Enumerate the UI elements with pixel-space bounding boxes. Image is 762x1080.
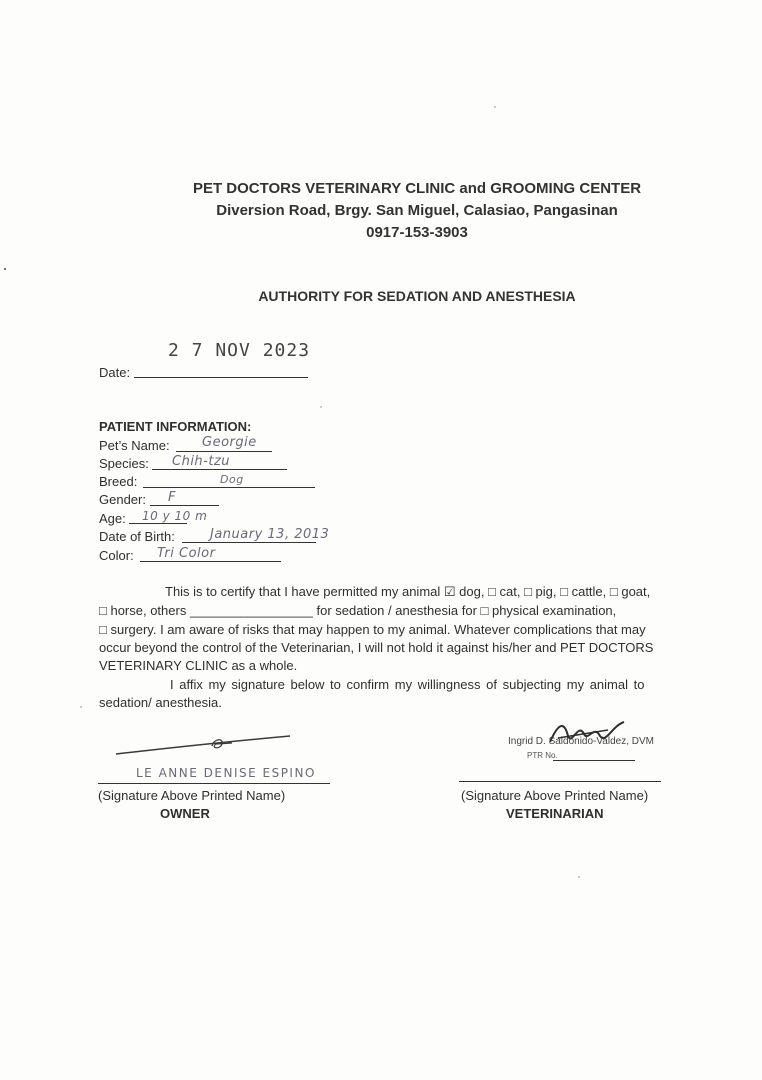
age-label: Age:: [99, 511, 126, 526]
consent-line-5: VETERINARY CLINIC as a whole.: [99, 658, 298, 673]
dob-label: Date of Birth:: [99, 529, 175, 544]
scan-speck: [494, 106, 496, 108]
vet-role: VETERINARIAN: [506, 806, 604, 821]
owner-role: OWNER: [160, 806, 210, 821]
date-label: Date:: [99, 365, 131, 380]
gender-label: Gender:: [99, 492, 146, 507]
owner-caption: (Signature Above Printed Name): [98, 788, 286, 803]
consent-line-3: □ surgery. I am aware of risks that may happen to my animal. Whatever complications that may: [99, 622, 646, 637]
owner-printed-name: LE ANNE DENISE ESPINO: [136, 766, 316, 780]
vet-signature-line: [459, 781, 661, 782]
gender-value: F: [168, 490, 176, 505]
scan-speck: [320, 406, 322, 408]
vet-stamp-name: Ingrid D. Saldonido-Valdez, DVM: [508, 736, 654, 747]
vet-stamp-prc: PTR No.: [527, 751, 558, 760]
consent-line-4: occur beyond the control of the Veterinarian, I will not hold it against his/her and PET DOCTORS: [99, 640, 654, 655]
consent-line-1: This is to certify that I have permitted my animal ☑ dog, □ cat, □ pig, □ cattle, □ goat,: [165, 584, 651, 599]
clinic-address: Diversion Road, Brgy. San Miguel, Calasiao, Pangasinan: [216, 202, 618, 219]
age-line: [129, 523, 187, 524]
gender-line: [150, 505, 219, 506]
pet-name-label: Pet’s Name:: [99, 438, 170, 453]
breed-label: Breed:: [99, 474, 138, 489]
owner-signature-line: [98, 783, 330, 784]
scan-speck: [4, 268, 6, 270]
clinic-name: PET DOCTORS VETERINARY CLINIC and GROOMING CENTER: [192, 180, 642, 197]
breed-line: [143, 487, 315, 488]
affix-line-2: sedation/ anesthesia.: [99, 695, 222, 710]
pet-name-value: Georgie: [202, 435, 257, 450]
species-label: Species:: [99, 456, 149, 471]
breed-value: Dog: [220, 473, 244, 486]
dob-line: [182, 542, 316, 543]
vet-signature: [548, 716, 628, 750]
clinic-phone: 0917-153-3903: [366, 224, 468, 241]
color-label: Color:: [99, 548, 134, 563]
vet-caption: (Signature Above Printed Name): [461, 788, 649, 803]
dob-value: January 13, 2013: [210, 527, 330, 542]
scan-speck: [80, 706, 82, 708]
patient-info-heading: PATIENT INFORMATION:: [99, 419, 252, 434]
scan-speck: [578, 876, 580, 878]
owner-signature: [112, 726, 297, 758]
date-stamp: 2 7 NOV 2023: [168, 340, 311, 361]
species-value: Chih-tzu: [172, 454, 231, 469]
consent-line-2: □ horse, others _________________ for sedation / anesthesia for □ physical examination,: [99, 603, 617, 618]
vet-prc-line: [553, 760, 635, 761]
affix-line-1: I affix my signature below to confirm my willingness of subjecting my animal to: [170, 677, 645, 692]
form-title: AUTHORITY FOR SEDATION AND ANESTHESIA: [258, 288, 576, 304]
date-line: [134, 377, 308, 378]
species-line: [152, 469, 287, 470]
age-value: 10 y 10 m: [142, 509, 208, 523]
pet-name-line: [176, 451, 272, 452]
color-line: [140, 561, 281, 562]
color-value: Tri Color: [157, 546, 216, 561]
